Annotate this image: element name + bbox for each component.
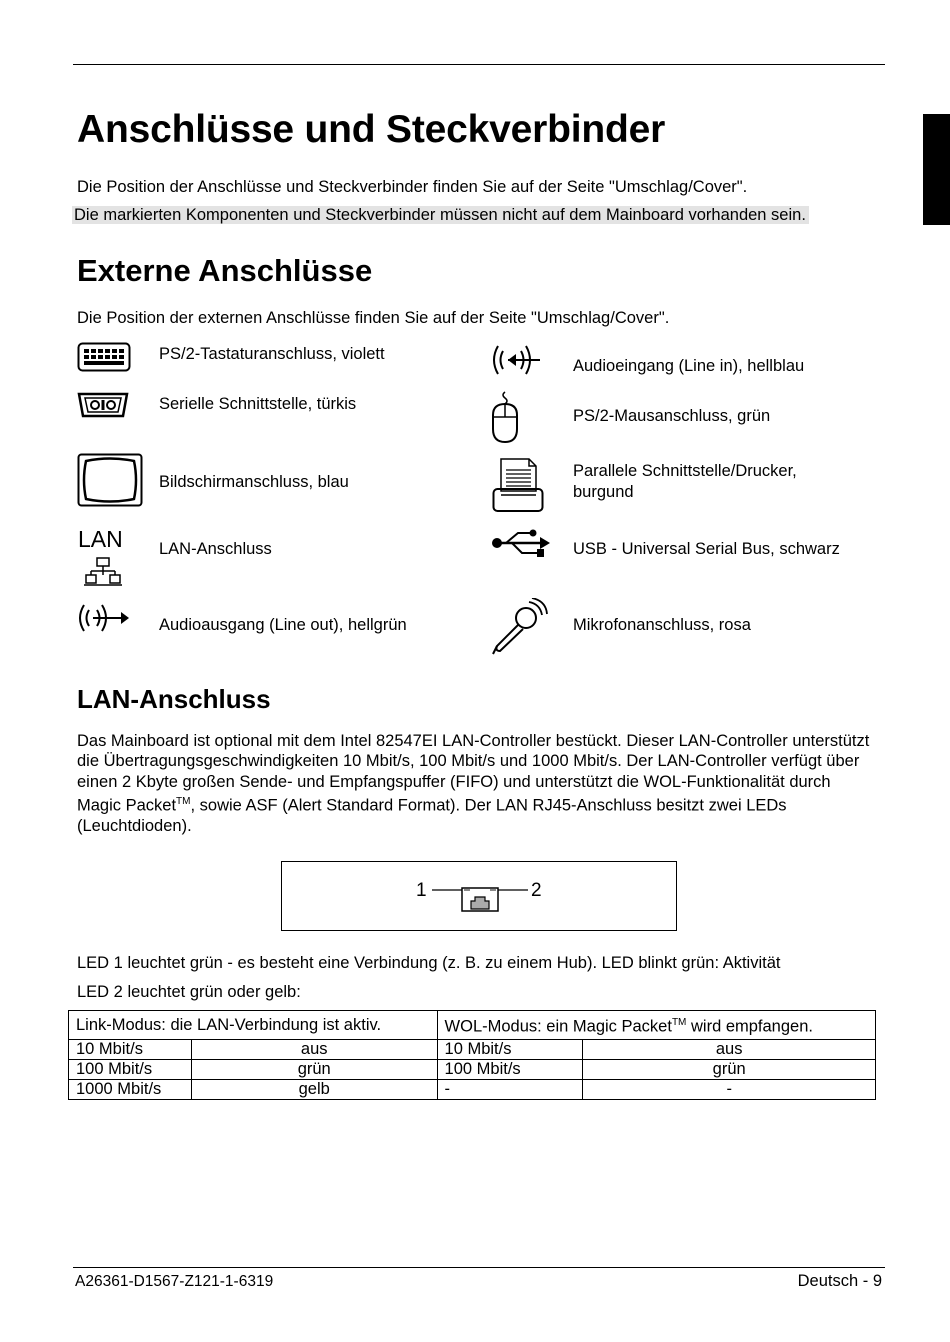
led-status-table <box>68 1010 876 1100</box>
table-cell: grün <box>583 1060 876 1080</box>
footer-page-number: Deutsch - 9 <box>797 1272 882 1290</box>
table-row <box>69 1040 876 1060</box>
top-rule <box>73 64 885 65</box>
audio-out-icon <box>77 601 131 635</box>
table-header-row <box>69 1011 876 1040</box>
serial-port-icon <box>76 391 130 419</box>
table-row <box>69 1080 876 1100</box>
printer-label-line2: burgund <box>573 483 634 501</box>
microphone-icon <box>492 598 548 656</box>
table-cell: - <box>583 1080 876 1100</box>
intro-line-1: Die Position der Anschlüsse und Steckverbinder finden Sie auf der Seite "Umschlag/Cover". <box>77 178 748 196</box>
keyboard-icon <box>77 342 131 372</box>
lan-heading: LAN-Anschluss <box>77 684 271 714</box>
lan-paragraph-text: Das Mainboard ist optional mit dem Intel 82547EI LAN-Controller bestückt. Dieser LAN-Controller unterstützt die Übertragungsgeschwindigkeiten 10 Mbit/s, 100 Mbit/s und 1000 Mbit/s. Der LAN-Controller verfügt über einen 2 Kbyte großen Sende- und Empfangspuffer (FIFO) und unterstützt die WOL-Funktionalität durch Magic Packet <box>77 732 870 815</box>
audio-out-label: Audioausgang (Line out), hellgrün <box>159 616 407 634</box>
table-cell: 10 Mbit/s <box>437 1040 583 1060</box>
monitor-label: Bildschirmanschluss, blau <box>159 473 349 491</box>
footer-doc-id: A26361-D1567-Z121-1-6319 <box>75 1273 274 1290</box>
lan-label: LAN-Anschluss <box>159 540 272 558</box>
led-1-callout: 1 <box>416 880 427 901</box>
table-cell: - <box>437 1080 583 1100</box>
table-cell: 10 Mbit/s <box>69 1040 192 1060</box>
table-row <box>69 1060 876 1080</box>
mouse-icon <box>490 391 520 445</box>
led-2-callout: 2 <box>531 880 542 901</box>
serial-label: Serielle Schnittstelle, türkis <box>159 395 357 413</box>
table-cell: aus <box>191 1040 437 1060</box>
microphone-label: Mikrofonanschluss, rosa <box>573 616 751 634</box>
section-tab-marker <box>923 114 950 225</box>
footer-rule <box>73 1267 885 1268</box>
table-cell: grün <box>191 1060 437 1080</box>
led-2-text: LED 2 leuchtet grün oder gelb: <box>77 983 301 1001</box>
printer-icon <box>492 457 544 513</box>
lan-paragraph-text-end: , sowie ASF (Alert Standard Format). Der LAN RJ45-Anschluss besitzt zwei LEDs (Leuchtdioden). <box>77 796 787 836</box>
table-cell: 100 Mbit/s <box>437 1060 583 1080</box>
lan-led-figure <box>281 861 677 931</box>
lan-paragraph <box>77 731 877 837</box>
table-cell: aus <box>583 1040 876 1060</box>
printer-label-line1: Parallele Schnittstelle/Drucker, <box>573 462 797 480</box>
external-intro: Die Position der externen Anschlüsse finden Sie auf der Seite "Umschlag/Cover". <box>77 309 670 327</box>
keyboard-label: PS/2-Tastaturanschluss, violett <box>159 345 385 363</box>
usb-icon <box>492 526 554 562</box>
table-cell: 1000 Mbit/s <box>69 1080 192 1100</box>
audio-in-label: Audioeingang (Line in), hellblau <box>573 357 805 375</box>
external-heading: Externe Anschlüsse <box>77 253 373 288</box>
table-cell: gelb <box>191 1080 437 1100</box>
page-title: Anschlüsse und Steckverbinder <box>77 108 666 151</box>
led-1-text: LED 1 leuchtet grün - es besteht eine Verbindung (z. B. zu einem Hub). LED blinkt grün: Aktivität <box>77 954 781 972</box>
mouse-label: PS/2-Mausanschluss, grün <box>573 407 771 425</box>
trademark-mark: TM <box>176 796 191 808</box>
link-mode-header: Link-Modus: die LAN-Verbindung ist aktiv. <box>69 1011 438 1040</box>
monitor-icon <box>77 453 143 507</box>
lan-icon-text: LAN <box>78 526 123 552</box>
wol-trademark-mark: TM <box>671 1017 687 1029</box>
highlighted-note: Die markierten Komponenten und Steckverbinder müssen nicht auf dem Mainboard vorhanden sein. <box>72 206 809 224</box>
usb-label: USB - Universal Serial Bus, schwarz <box>573 540 840 558</box>
wol-mode-header <box>437 1011 875 1040</box>
rj45-port-icon <box>432 882 532 914</box>
wol-header-text: WOL-Modus: ein Magic Packet <box>444 1017 672 1036</box>
lan-icon <box>84 556 122 588</box>
audio-in-icon <box>490 342 542 378</box>
wol-header-text-end: wird empfangen. <box>686 1017 813 1036</box>
intro-line-2 <box>72 205 809 225</box>
table-cell: 100 Mbit/s <box>69 1060 192 1080</box>
